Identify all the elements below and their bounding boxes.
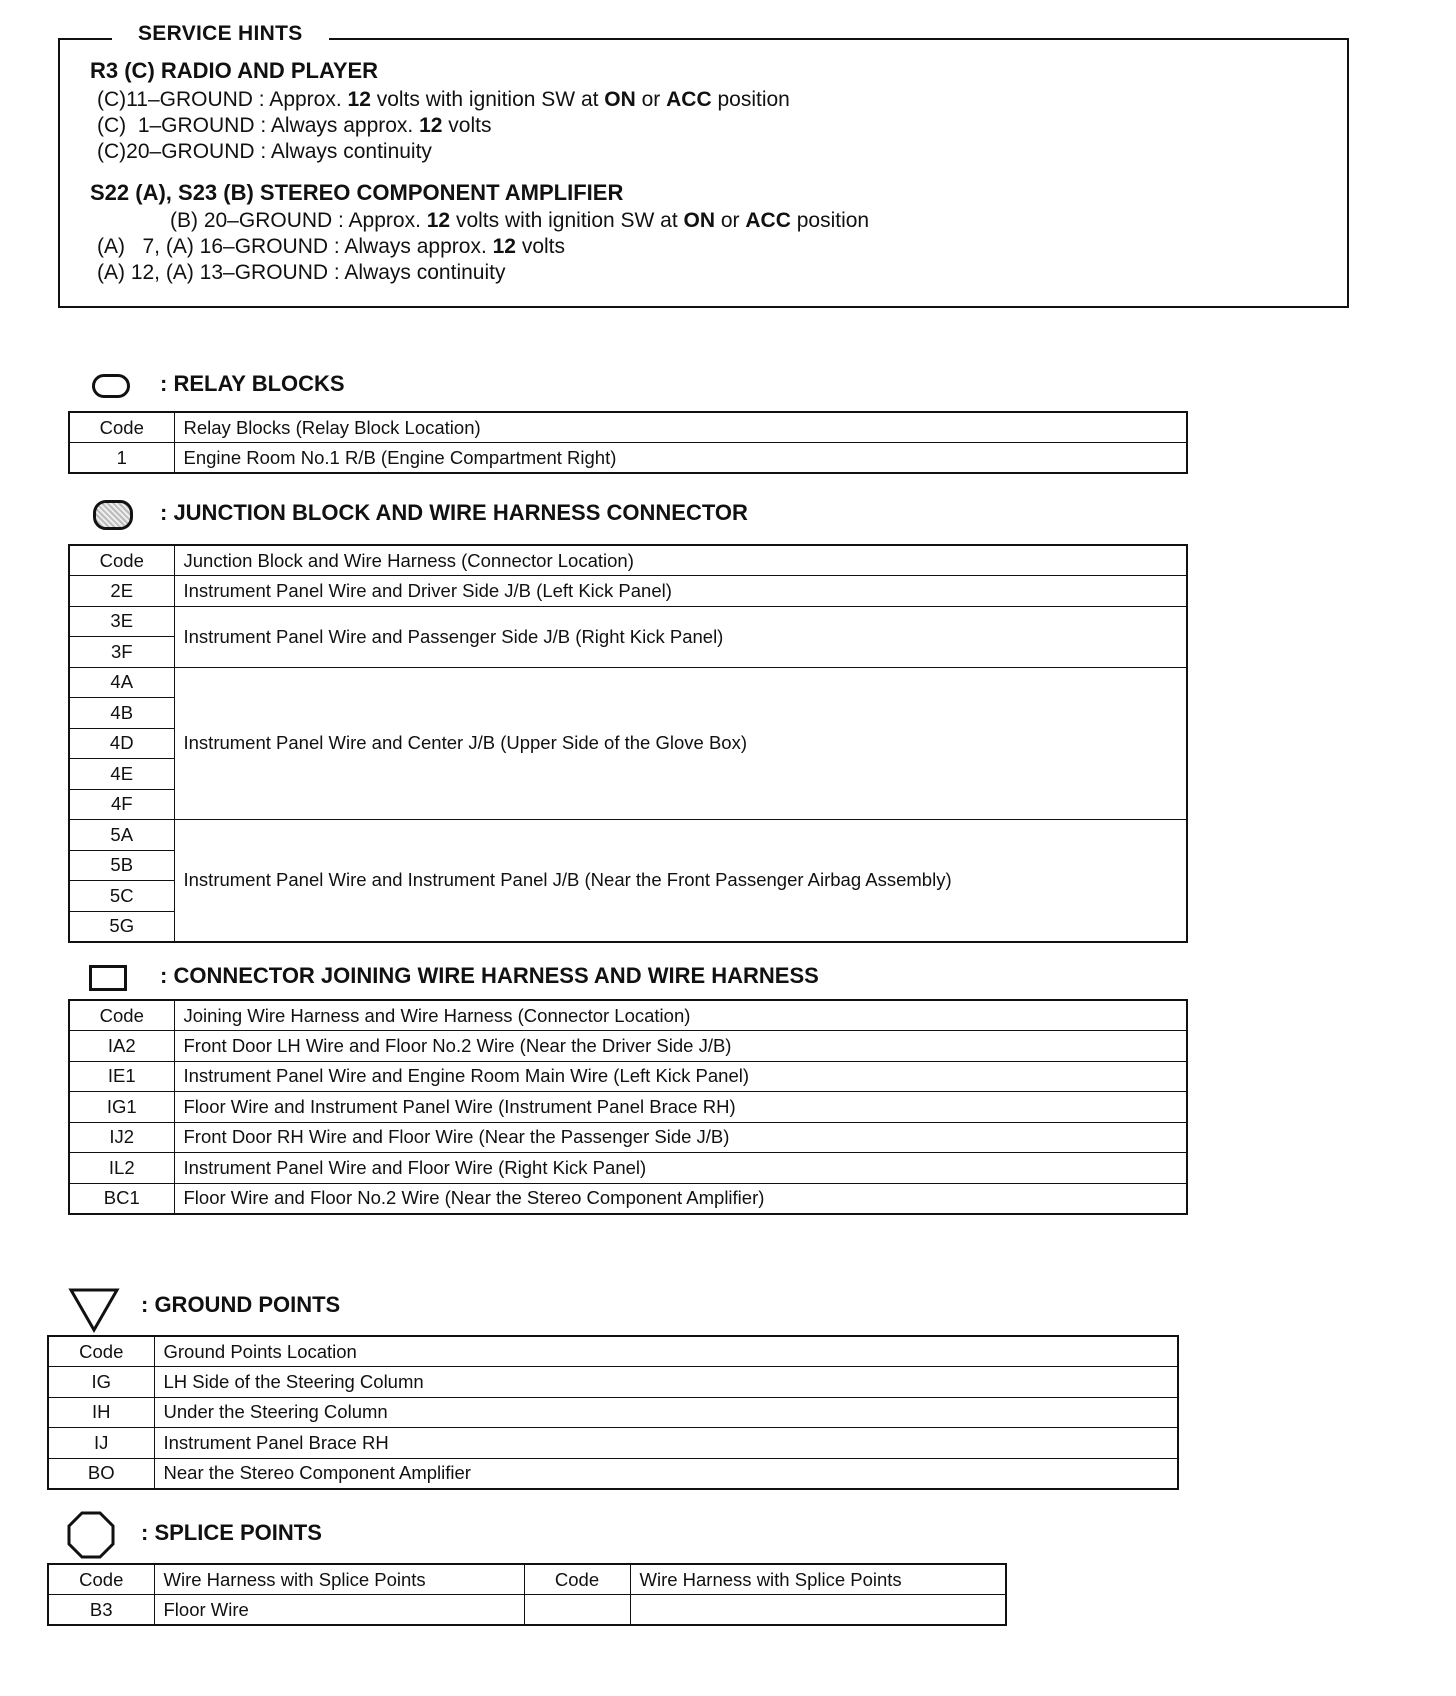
table-row [69,1183,1187,1214]
service-hints-title: SERVICE HINTS [112,22,329,46]
row-code: 5A [69,820,174,851]
relay-block-icon [92,374,130,398]
table-row [69,667,1187,698]
table-row [69,1031,1187,1062]
row-code: IJ2 [69,1122,174,1153]
row-desc: LH Side of the Steering Column [154,1367,1178,1398]
ground-triangle-icon [68,1287,120,1333]
row-code: 5G [69,911,174,942]
header-code: Code [48,1564,154,1595]
s22-line-1: (B) 20–GROUND : Approx. 12 volts with ignition SW at ON or ACC position [170,209,870,232]
row-code: IG [48,1367,154,1398]
header-code: Code [69,412,174,443]
row-code: B3 [48,1595,154,1626]
table-header-row [69,412,1187,443]
junction-heading: : JUNCTION BLOCK AND WIRE HARNESS CONNECTOR [160,500,748,525]
row-code: 5C [69,881,174,912]
table-row [48,1428,1178,1459]
row-desc: Front Door RH Wire and Floor Wire (Near the Passenger Side J/B) [174,1122,1187,1153]
relay-blocks-table [68,411,1188,474]
junction-block-icon [93,500,133,530]
header-desc: Junction Block and Wire Harness (Connector Location) [174,545,1187,576]
row-code: IL2 [69,1153,174,1184]
row-code: IG1 [69,1092,174,1123]
row-desc: Instrument Panel Wire and Instrument Panel J/B (Near the Front Passenger Airbag Assembly) [174,820,1187,942]
row-desc: Instrument Panel Wire and Passenger Side J/B (Right Kick Panel) [174,606,1187,667]
row-desc: Near the Stereo Component Amplifier [154,1458,1178,1489]
junction-table [68,544,1188,943]
row-code: BC1 [69,1183,174,1214]
header-desc-2: Wire Harness with Splice Points [630,1564,1006,1595]
header-desc: Wire Harness with Splice Points [154,1564,524,1595]
row-code: 3F [69,637,174,668]
row-desc: Instrument Panel Wire and Center J/B (Upper Side of the Glove Box) [174,667,1187,820]
table-row [69,820,1187,851]
connector-table [68,999,1188,1215]
r3-heading: R3 (C) RADIO AND PLAYER [90,58,379,83]
table-row [69,1153,1187,1184]
row-code: 1 [69,443,174,474]
row-code: 5B [69,850,174,881]
row-code: IH [48,1397,154,1428]
row-desc: Under the Steering Column [154,1397,1178,1428]
s22-heading: S22 (A), S23 (B) STEREO COMPONENT AMPLIFIER [90,180,624,205]
row-desc: Floor Wire [154,1595,524,1626]
r3-line-2: (C) 1–GROUND : Always approx. 12 volts [97,114,492,137]
table-row [69,606,1187,637]
splice-table [47,1563,1007,1626]
row-desc: Instrument Panel Wire and Floor Wire (Right Kick Panel) [174,1153,1187,1184]
row-desc: Engine Room No.1 R/B (Engine Compartment Right) [174,443,1187,474]
table-row [48,1367,1178,1398]
ground-heading: : GROUND POINTS [141,1292,341,1317]
row-desc: Front Door LH Wire and Floor No.2 Wire (Near the Driver Side J/B) [174,1031,1187,1062]
row-code: IE1 [69,1061,174,1092]
row-code: BO [48,1458,154,1489]
splice-heading: : SPLICE POINTS [141,1520,322,1545]
header-code: Code [48,1336,154,1367]
table-row [48,1458,1178,1489]
row-desc-2 [630,1595,1006,1626]
ground-table [47,1335,1179,1490]
r3-line-1: (C)11–GROUND : Approx. 12 volts with ignition SW at ON or ACC position [97,88,790,111]
table-header-row [48,1336,1178,1367]
table-row [69,1061,1187,1092]
table-header-row [69,545,1187,576]
row-desc: Instrument Panel Brace RH [154,1428,1178,1459]
header-code: Code [69,545,174,576]
table-row [69,443,1187,474]
row-code: IJ [48,1428,154,1459]
relay-blocks-heading: : RELAY BLOCKS [160,371,345,396]
row-code: 4A [69,667,174,698]
header-desc: Relay Blocks (Relay Block Location) [174,412,1187,443]
header-code-2: Code [524,1564,630,1595]
table-row [69,1092,1187,1123]
connector-icon [89,965,127,991]
table-row [69,1122,1187,1153]
table-header-row [48,1564,1006,1595]
splice-octagon-icon [66,1510,116,1560]
row-code: IA2 [69,1031,174,1062]
row-code: 4E [69,759,174,790]
header-desc: Ground Points Location [154,1336,1178,1367]
s22-line-2: (A) 7, (A) 16–GROUND : Always approx. 12 volts [97,235,565,258]
row-code-2 [524,1595,630,1626]
row-code: 3E [69,606,174,637]
connector-heading: : CONNECTOR JOINING WIRE HARNESS AND WIRE HARNESS [160,963,819,988]
table-header-row [69,1000,1187,1031]
header-desc: Joining Wire Harness and Wire Harness (Connector Location) [174,1000,1187,1031]
row-desc: Floor Wire and Floor No.2 Wire (Near the Stereo Component Amplifier) [174,1183,1187,1214]
row-desc: Instrument Panel Wire and Driver Side J/B (Left Kick Panel) [174,576,1187,607]
table-row [48,1397,1178,1428]
row-desc: Floor Wire and Instrument Panel Wire (Instrument Panel Brace RH) [174,1092,1187,1123]
row-code: 2E [69,576,174,607]
table-row [48,1595,1006,1626]
row-code: 4F [69,789,174,820]
s22-line-3: (A) 12, (A) 13–GROUND : Always continuity [97,261,506,284]
r3-line-3: (C)20–GROUND : Always continuity [97,140,432,163]
row-code: 4D [69,728,174,759]
row-desc: Instrument Panel Wire and Engine Room Main Wire (Left Kick Panel) [174,1061,1187,1092]
row-code: 4B [69,698,174,729]
table-row [69,576,1187,607]
header-code: Code [69,1000,174,1031]
